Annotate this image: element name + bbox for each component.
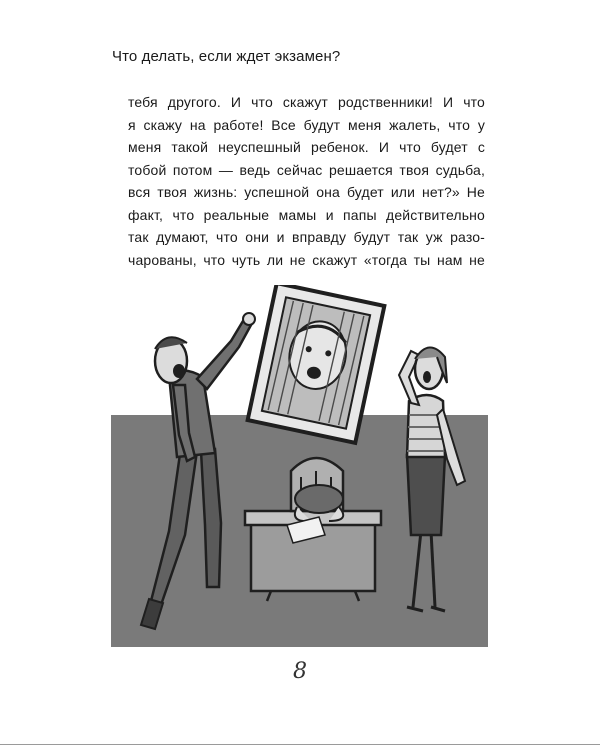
page-number: 8 [293,659,307,684]
body-line: тобой потом — ведь сейчас решается твоя судьба, [128,161,485,178]
body-text [128,91,485,271]
body-line: так думают, что они и вправду будут так уж разо- [128,229,485,245]
cartoon-illustration [111,285,488,647]
body-line: меня такой неуспешный ребенок. И что будет с [128,139,485,155]
body-line: тебя другого. И что скажут родственники! И что [128,94,485,110]
body-line: я скажу на работе! Все будут меня жалеть, что у [128,116,485,133]
body-line: факт, что реальные мамы и папы действительно [128,206,485,223]
page-bottom-rule [0,744,600,745]
running-head: Что делать, если ждет экзамен? [112,48,341,65]
body-line: вся твоя жизнь: успешной она будет или нет?» Не [128,184,485,200]
body-line: чарованы, что чуть ли не скажут «тогда ты нам не [128,251,485,268]
